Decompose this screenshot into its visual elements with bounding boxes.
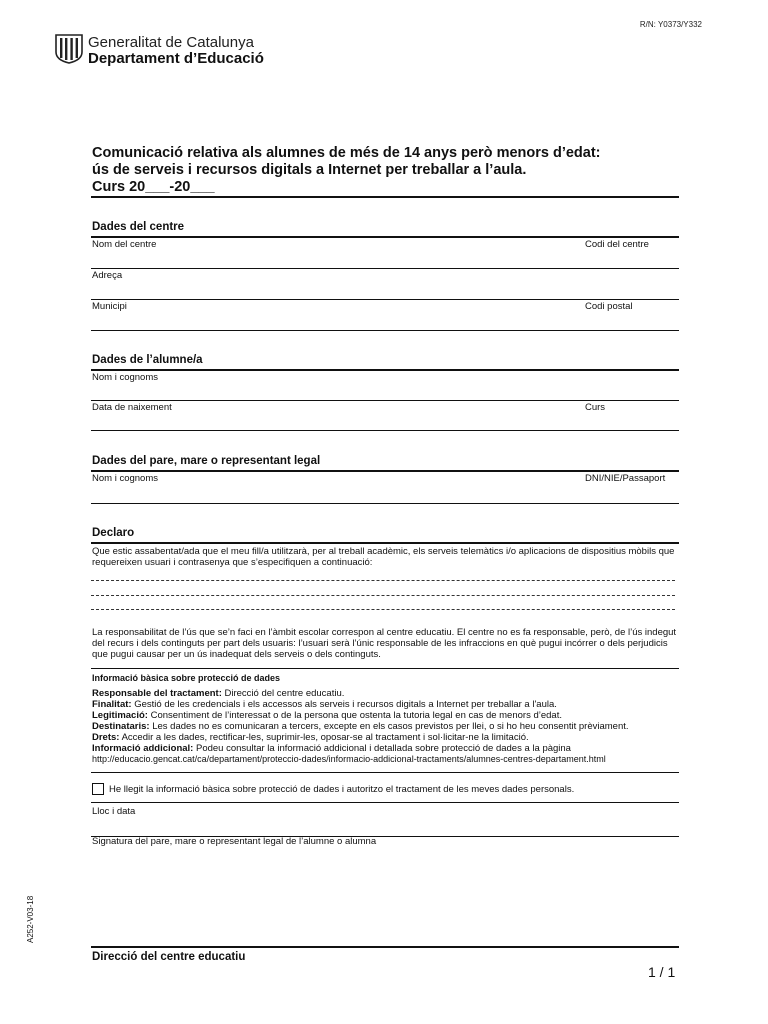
divider	[91, 196, 679, 198]
section-heading-parent: Dades del pare, mare o representant legal	[92, 455, 321, 467]
municipality-label: Municipi	[92, 301, 127, 312]
municipality-field[interactable]	[91, 330, 679, 331]
data-protection-link[interactable]: http://educacio.gencat.cat/ca/departament/proteccio-dades/informacio-addicional-tractaments/alumnes-centres-departament.html	[92, 754, 606, 764]
legitimacy-text: Consentiment de l’interessat o de la persona que ostenta la tutoria legal en cas de menors d’edat.	[147, 710, 562, 721]
course-label: Curs	[585, 402, 606, 413]
recipients-text: Les dades no es comunicaran a tercers, excepte en els casos previstos per llei, o si ho heu consentit prèviament.	[149, 721, 629, 732]
address-field[interactable]	[91, 299, 679, 300]
recipients-label: Destinataris:	[92, 721, 150, 732]
centre-code-label: Codi del centre	[585, 239, 649, 250]
divider	[91, 369, 679, 371]
services-line-3[interactable]	[91, 609, 675, 610]
organization-name: Generalitat de Catalunya	[88, 34, 254, 51]
additional-info-label: Informació addicional:	[92, 743, 194, 754]
student-name-field[interactable]	[91, 400, 679, 401]
section-heading-student: Dades de l’alumne/a	[92, 354, 203, 366]
additional-info-text: Podeu consultar la informació addicional i detallada sobre protecció de dades a la pàgina	[193, 743, 571, 754]
postcode-label: Codi postal	[585, 301, 633, 312]
reference-number: R/N: Y0373/Y332	[639, 20, 702, 29]
divider	[91, 236, 679, 238]
address-label: Adreça	[92, 270, 123, 281]
divider	[91, 802, 679, 803]
form-code: A252-V03-18	[26, 895, 35, 943]
section-heading-declaration: Declaro	[92, 527, 135, 539]
birth-date-label: Data de naixement	[92, 402, 172, 413]
responsibility-text: La responsabilitat de l’ús que se’n faci en l’àmbit escolar correspon al centre educatiu. El centre no es fa responsable, però, de l’ús indegut del recurs i dels continguts per part dels usuaris: l’usuari serà l’únic responsable de les infraccions en què pugui incórrer o dels perjudicis que pugui causar per un ús inadequat dels serveis o dels continguts.	[92, 627, 677, 660]
section-heading-centre: Dades del centre	[92, 221, 185, 233]
divider	[91, 542, 679, 544]
legitimacy-label: Legitimació:	[92, 710, 148, 721]
controller-text: Direcció del centre educatiu.	[221, 688, 345, 699]
purpose-label: Finalitat:	[92, 699, 132, 710]
student-name-label: Nom i cognoms	[92, 372, 158, 383]
centre-name-label: Nom del centre	[92, 239, 157, 250]
place-date-label: Lloc i data	[92, 806, 136, 817]
data-protection-block	[92, 688, 692, 765]
consent-checkbox[interactable]	[92, 783, 104, 795]
id-document-label: DNI/NIE/Passaport	[585, 473, 666, 484]
centre-name-field[interactable]	[91, 268, 679, 269]
page-number: 1 / 1	[648, 964, 676, 980]
additional-info-row	[92, 743, 692, 754]
generalitat-logo-icon	[54, 32, 84, 64]
data-protection-heading: Informació bàsica sobre protecció de dades	[92, 673, 281, 683]
services-line-1[interactable]	[91, 580, 675, 581]
divider	[91, 946, 679, 948]
services-line-2[interactable]	[91, 595, 675, 596]
signer-role: Direcció del centre educatiu	[92, 951, 246, 963]
declaration-text: Que estic assabentat/ada que el meu fill/a utilitzarà, per al treball acadèmic, els serveis telemàtics i/o aplicacions de dispositius mòbils que requereixen usuari i contrasenya que s’especifiquen a continuació:	[92, 546, 675, 568]
controller-row	[92, 688, 692, 699]
controller-label: Responsable del tractament:	[92, 688, 222, 699]
purpose-row	[92, 699, 692, 710]
birth-date-field[interactable]	[91, 430, 679, 431]
recipients-row	[92, 721, 692, 732]
consent-checkbox-label: He llegit la informació bàsica sobre protecció de dades i autoritzo el tractament de les meves dades personals.	[109, 784, 575, 795]
department-name: Departament d’Educació	[88, 50, 264, 67]
divider	[91, 470, 679, 472]
document-title-line-2: ús de serveis i recursos digitals a Internet per treballar a l’aula.	[92, 162, 527, 178]
course-year-line: Curs 20___-20___	[92, 179, 215, 195]
divider	[91, 668, 679, 669]
parent-name-label: Nom i cognoms	[92, 473, 158, 484]
parent-name-field[interactable]	[91, 503, 679, 504]
document-title-line-1: Comunicació relativa als alumnes de més de 14 anys però menors d’edat:	[92, 145, 601, 161]
rights-text: Accedir a les dades, rectificar-les, suprimir-les, oposar-se al tractament i sol·licitar-ne la limitació.	[119, 732, 529, 743]
purpose-text: Gestió de les credencials i els accessos als serveis i recursos digitals a Internet per treballar a l'aula.	[131, 699, 557, 710]
rights-row	[92, 732, 692, 743]
divider	[91, 772, 679, 773]
legitimacy-row	[92, 710, 692, 721]
rights-label: Drets:	[92, 732, 120, 743]
signature-label: Signatura del pare, mare o representant legal de l’alumne o alumna	[92, 836, 377, 847]
